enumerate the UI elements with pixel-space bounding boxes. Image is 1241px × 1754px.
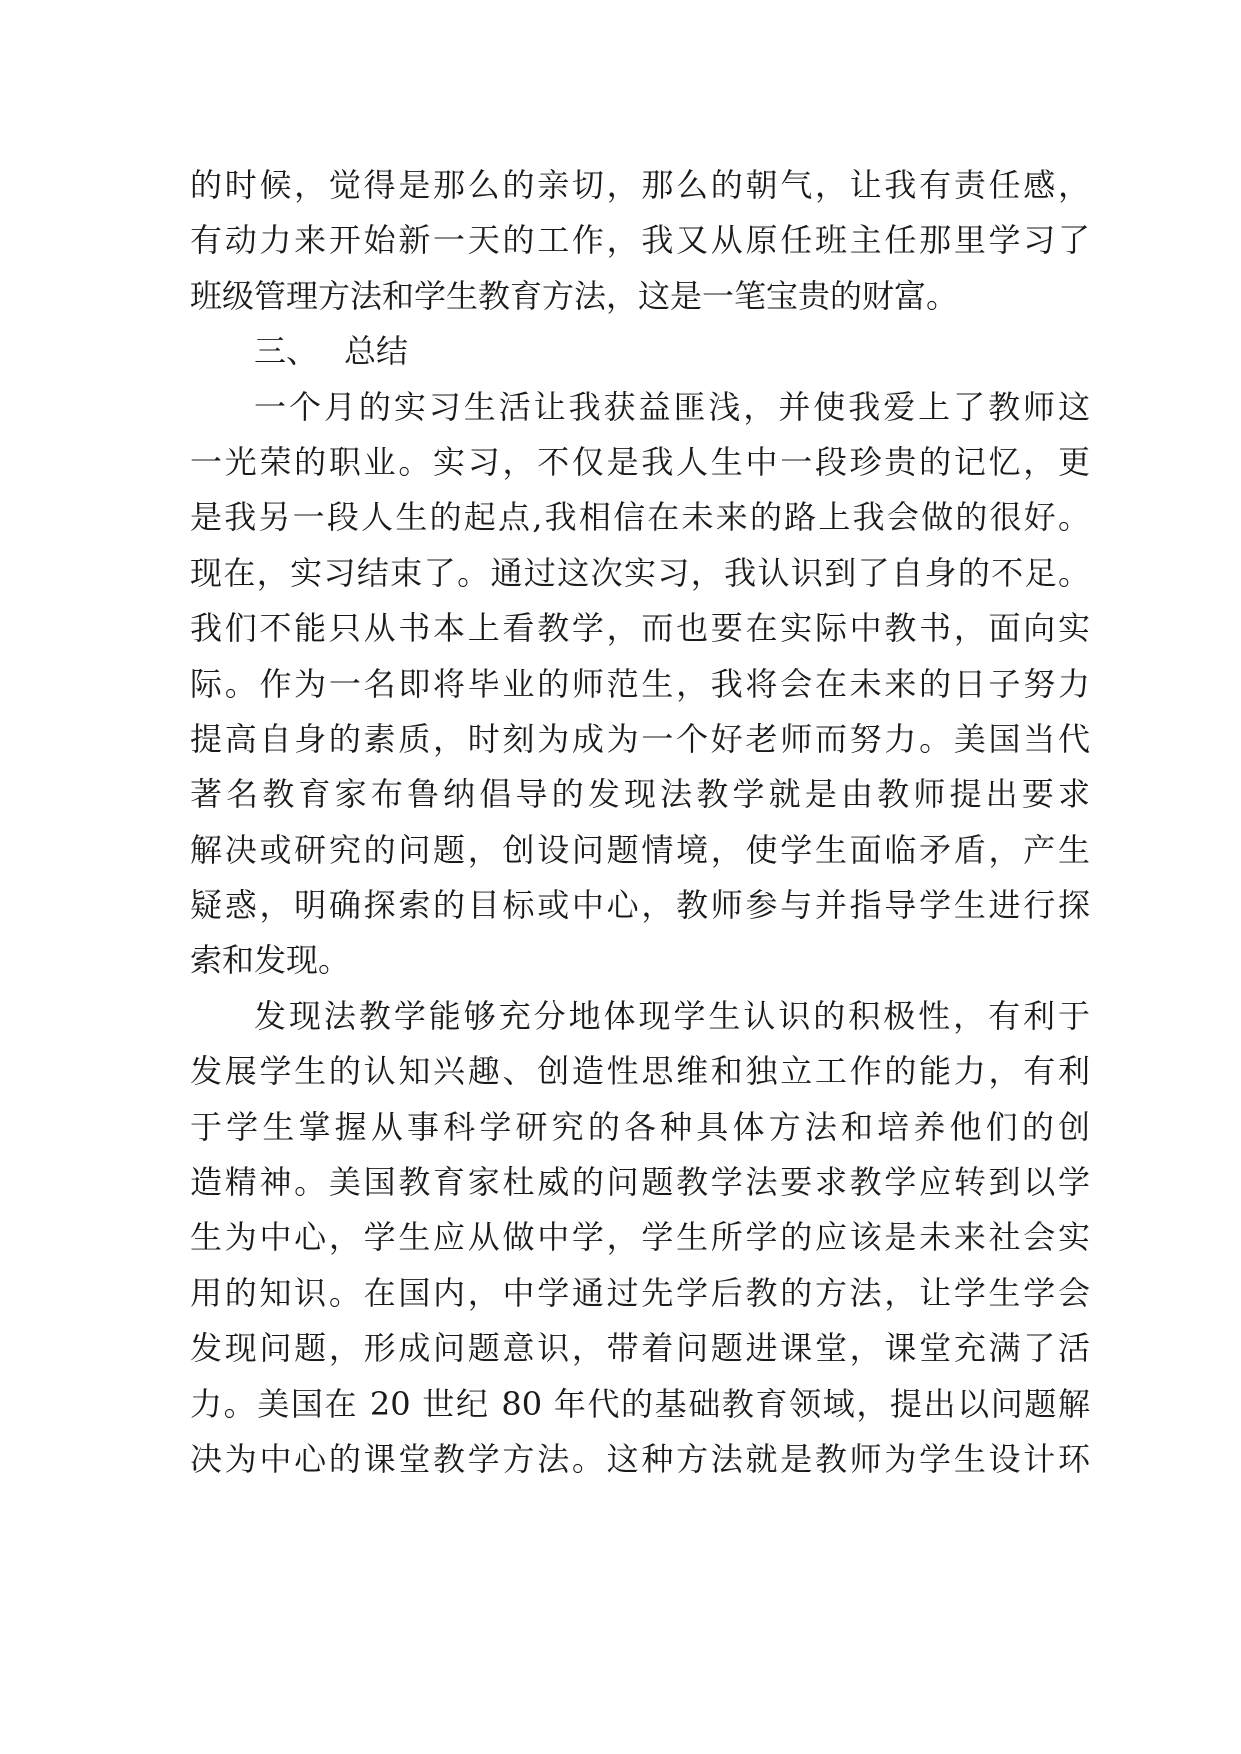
document-body	[190, 158, 1090, 1487]
paragraph-line: 际。作为一名即将毕业的师范生，我将会在未来的日子努力	[190, 664, 1090, 703]
paragraph-line: 是我另一段人生的起点,我相信在未来的路上我会做的很好。	[190, 498, 1090, 537]
paragraph-line: 索和发现。	[190, 941, 351, 980]
paragraph-line: 一个月的实习生活让我获益匪浅，并使我爱上了教师这	[254, 387, 1090, 426]
section-heading	[190, 324, 1090, 379]
paragraph-line: 发现问题，形成问题意识，带着问题进课堂，课堂充满了活	[190, 1329, 1090, 1368]
paragraph-line: 用的知识。在国内，中学通过先学后教的方法，让学生学会	[190, 1273, 1090, 1312]
paragraph-line: 提高自身的素质，时刻为成为一个好老师而努力。美国当代	[190, 719, 1090, 758]
paragraph-line: 一光荣的职业。实习，不仅是我人生中一段珍贵的记忆，更	[190, 442, 1090, 481]
paragraph-line: 于学生掌握从事科学研究的各种具体方法和培养他们的创	[190, 1107, 1090, 1146]
paragraph-line: 著名教育家布鲁纳倡导的发现法教学就是由教师提出要求	[190, 775, 1090, 814]
paragraph-line: 班级管理方法和学生教育方法，这是一笔宝贵的财富。	[190, 276, 959, 315]
paragraph-line: 力。美国在 20 世纪 80 年代的基础教育领域，提出以问题解	[190, 1384, 1090, 1423]
paragraph-line: 决为中心的课堂教学方法。这种方法就是教师为学生设计环	[190, 1439, 1090, 1478]
paragraph-line: 现在，实习结束了。通过这次实习，我认识到了自身的不足。	[190, 553, 1090, 592]
paragraph-line: 发现法教学能够充分地体现学生认识的积极性，有利于	[254, 996, 1090, 1035]
paragraph-line: 有动力来开始新一天的工作，我又从原任班主任那里学习了	[190, 221, 1090, 260]
paragraph-line: 我们不能只从书本上看教学，而也要在实际中教书，面向实	[190, 609, 1090, 648]
paragraph-line: 解决或研究的问题，创设问题情境，使学生面临矛盾，产生	[190, 830, 1090, 869]
paragraph-line: 发展学生的认知兴趣、创造性思维和独立工作的能力，有利	[190, 1052, 1090, 1091]
section-heading-title: 总结	[344, 332, 409, 371]
paragraph-line: 造精神。美国教育家杜威的问题教学法要求教学应转到以学	[190, 1163, 1090, 1202]
paragraph-line: 生为中心，学生应从做中学，学生所学的应该是未来社会实	[190, 1218, 1090, 1257]
paragraph-line: 的时候，觉得是那么的亲切，那么的朝气，让我有责任感，	[190, 166, 1090, 204]
paragraph-line: 疑惑，明确探索的目标或中心，教师参与并指导学生进行探	[190, 886, 1090, 925]
section-heading-number: 三、	[254, 332, 319, 371]
